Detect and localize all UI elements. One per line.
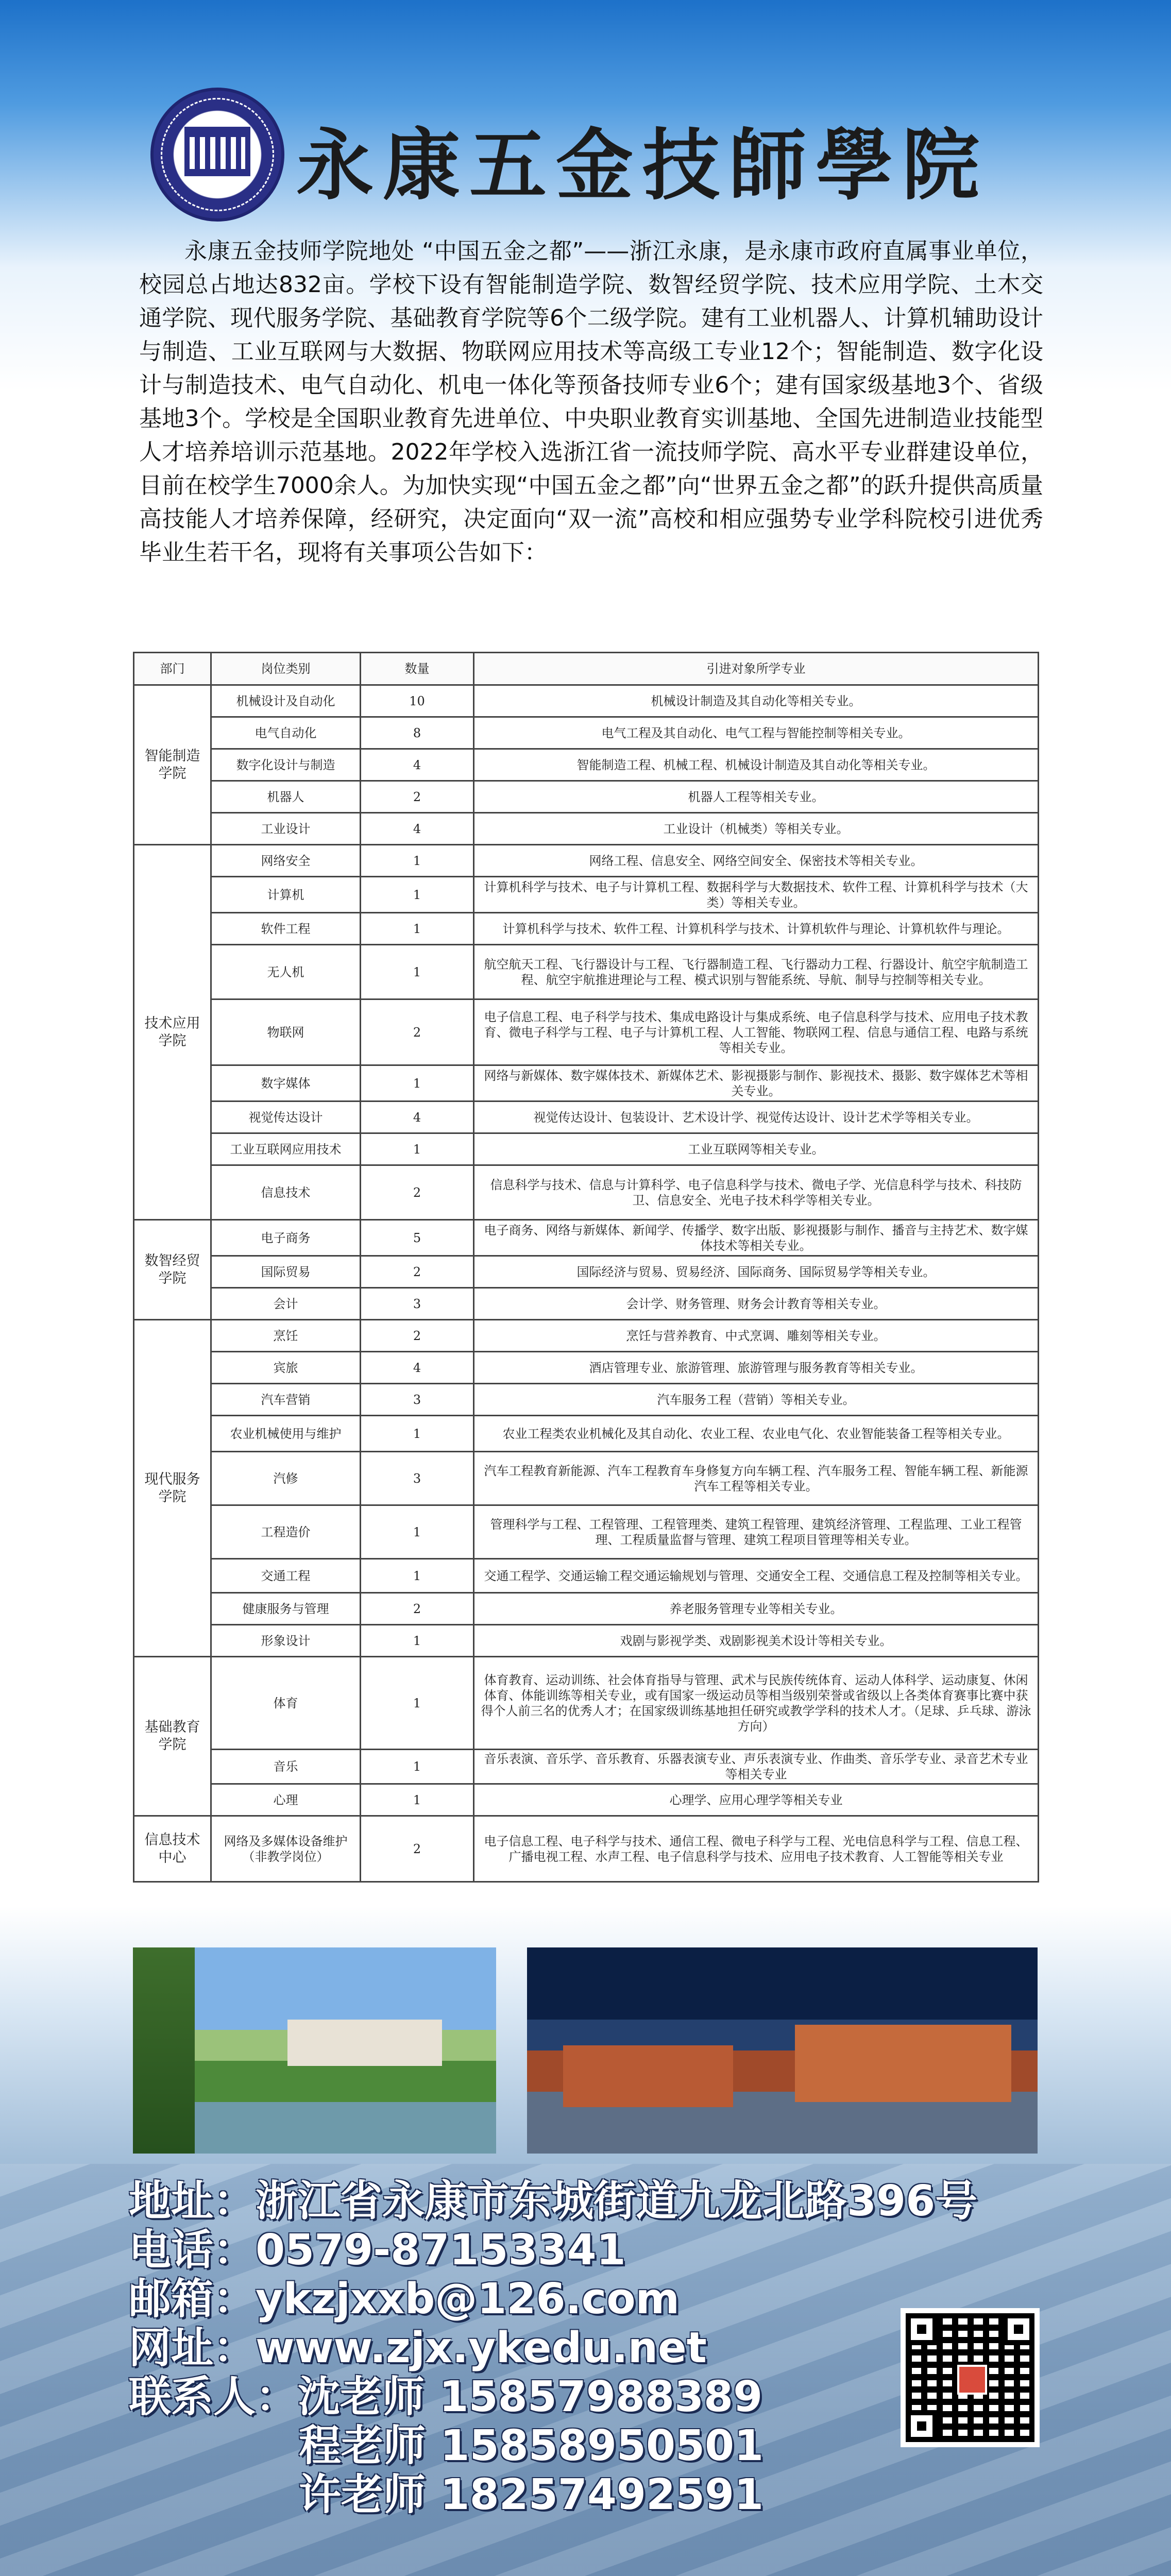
table-row [134, 1288, 1039, 1320]
count-cell: 2 [361, 1593, 474, 1625]
dept-cell: 信息技术中心 [134, 1816, 211, 1882]
post-cell: 烹饪 [211, 1320, 361, 1352]
spec-cell: 智能制造工程、机械工程、机械设计制造及其自动化等相关专业。 [474, 749, 1039, 781]
qr-corner-tr [1003, 2313, 1034, 2345]
table-row [134, 877, 1039, 913]
spec-cell: 体育教育、运动训练、社会体育指导与管理、武术与民族传统体育、运动人体科学、运动康复、休闲体育、体能训练等相关专业，或有国家一级运动员等相当级别荣誉或省级以上各类体育赛事比赛中获得个人前三名的优秀人才；在国家级训练基地担任研究或教学学科的技术人才。（足球、乒乓球、游泳方向） [474, 1657, 1039, 1750]
table-row [134, 1165, 1039, 1220]
intro-paragraph [139, 234, 1043, 569]
post-cell: 网络安全 [211, 845, 361, 877]
dept-cell: 数智经贸学院 [134, 1220, 211, 1320]
count-cell: 4 [361, 1352, 474, 1384]
post-cell: 会计 [211, 1288, 361, 1320]
count-cell: 2 [361, 1816, 474, 1882]
spec-cell: 音乐表演、音乐学、音乐教育、乐器表演专业、声乐表演专业、作曲类、音乐学专业、录音艺术专业等相关专业 [474, 1750, 1039, 1784]
count-cell: 1 [361, 1784, 474, 1816]
table-row [134, 749, 1039, 781]
spec-cell: 烹饪与营养教育、中式烹调、雕刻等相关专业。 [474, 1320, 1039, 1352]
header [0, 0, 1171, 211]
spec-cell: 农业工程类农业机械化及其自动化、农业工程、农业电气化、农业智能装备工程等相关专业。 [474, 1416, 1039, 1452]
count-cell: 1 [361, 1065, 474, 1101]
table-row [134, 999, 1039, 1065]
campus-photos [133, 1947, 1038, 2154]
count-cell: 1 [361, 845, 474, 877]
table-row [134, 1625, 1039, 1657]
count-cell: 1 [361, 1133, 474, 1165]
table-row [134, 1816, 1039, 1882]
contact-address: 地址：浙江省永康市东城街道九龙北路396号 [129, 2177, 978, 2226]
count-cell: 1 [361, 1505, 474, 1559]
post-cell: 物联网 [211, 999, 361, 1065]
post-cell: 汽修 [211, 1452, 361, 1505]
contact-website: 网址：www.zjx.ykedu.net [129, 2324, 707, 2372]
spec-cell: 汽车工程教育新能源、汽车工程教育车身修复方向车辆工程、汽车服务工程、智能车辆工程、新能源汽车工程等相关专业。 [474, 1452, 1039, 1505]
count-cell: 1 [361, 1625, 474, 1657]
table-row [134, 685, 1039, 717]
post-cell: 电子商务 [211, 1220, 361, 1256]
spec-cell: 工业设计（机械类）等相关专业。 [474, 813, 1039, 845]
post-cell: 视觉传达设计 [211, 1101, 361, 1133]
header-count: 数量 [361, 653, 474, 685]
table-row [134, 1559, 1039, 1593]
table-row [134, 813, 1039, 845]
school-logo [150, 88, 284, 222]
count-cell: 2 [361, 1165, 474, 1220]
post-cell: 数字化设计与制造 [211, 749, 361, 781]
spec-cell: 心理学、应用心理学等相关专业 [474, 1784, 1039, 1816]
table-header-row [134, 653, 1039, 685]
table-row [134, 1256, 1039, 1288]
count-cell: 1 [361, 913, 474, 945]
spec-cell: 养老服务管理专业等相关专业。 [474, 1593, 1039, 1625]
post-cell: 形象设计 [211, 1625, 361, 1657]
dept-cell: 智能制造学院 [134, 685, 211, 845]
school-name: 永康五金技師學院 [296, 120, 989, 211]
table-row [134, 1320, 1039, 1352]
post-cell: 体育 [211, 1657, 361, 1750]
spec-cell: 电子商务、网络与新媒体、新闻学、传播学、数字出版、影视摄影与制作、播音与主持艺术、数字媒体技术等相关专业。 [474, 1220, 1039, 1256]
table-row [134, 845, 1039, 877]
count-cell: 5 [361, 1220, 474, 1256]
spec-cell: 会计学、财务管理、财务会计教育等相关专业。 [474, 1288, 1039, 1320]
table-row [134, 1657, 1039, 1750]
qr-code [901, 2308, 1040, 2447]
spec-cell: 管理科学与工程、工程管理、工程管理类、建筑工程管理、建筑经济管理、工程监理、工业工程管理、工程质量监督与管理、建筑工程项目管理等相关专业。 [474, 1505, 1039, 1559]
table-row [134, 1784, 1039, 1816]
contact-person-2: 程老师 15858950501 [299, 2421, 764, 2470]
qr-logo-icon [957, 2365, 987, 2395]
table-row [134, 1593, 1039, 1625]
spec-cell: 机械设计制造及其自动化等相关专业。 [474, 685, 1039, 717]
table-row [134, 1220, 1039, 1256]
count-cell: 2 [361, 1320, 474, 1352]
contact-phone: 电话：0579-87153341 [129, 2226, 626, 2275]
post-cell: 工业互联网应用技术 [211, 1133, 361, 1165]
header-spec: 引进对象所学专业 [474, 653, 1039, 685]
post-cell: 工程造价 [211, 1505, 361, 1559]
table-row [134, 1065, 1039, 1101]
spec-cell: 机器人工程等相关专业。 [474, 781, 1039, 813]
contact-info [129, 2177, 978, 2519]
count-cell: 1 [361, 1750, 474, 1784]
post-cell: 无人机 [211, 945, 361, 999]
post-cell: 软件工程 [211, 913, 361, 945]
table-row [134, 1505, 1039, 1559]
header-dept: 部门 [134, 653, 211, 685]
spec-cell: 电子信息工程、电子科学与技术、集成电路设计与集成系统、电子信息科学与技术、应用电子技术教育、微电子科学与工程、电子与计算机工程、人工智能、物联网工程、信息与通信工程、电路与系统等相关专业。 [474, 999, 1039, 1065]
count-cell: 3 [361, 1452, 474, 1505]
campus-building-photo [527, 1947, 1038, 2154]
post-cell: 汽车营销 [211, 1384, 361, 1416]
count-cell: 3 [361, 1288, 474, 1320]
table-row [134, 717, 1039, 749]
spec-cell: 航空航天工程、飞行器设计与工程、飞行器制造工程、飞行器动力工程、行器设计、航空宇航制造工程、航空宇航推进理论与工程、模式识别与智能系统、导航、制导与控制等相关专业。 [474, 945, 1039, 999]
count-cell: 4 [361, 1101, 474, 1133]
recruitment-table [133, 652, 1039, 1883]
table-row [134, 1133, 1039, 1165]
table-row [134, 1101, 1039, 1133]
post-cell: 宾旅 [211, 1352, 361, 1384]
spec-cell: 电气工程及其自动化、电气工程与智能控制等相关专业。 [474, 717, 1039, 749]
count-cell: 2 [361, 1256, 474, 1288]
post-cell: 数字媒体 [211, 1065, 361, 1101]
contact-person-3: 许老师 18257492591 [299, 2470, 764, 2519]
table-row [134, 913, 1039, 945]
spec-cell: 工业互联网等相关专业。 [474, 1133, 1039, 1165]
spec-cell: 计算机科学与技术、软件工程、计算机科学与技术、计算机软件与理论、计算机软件与理论。 [474, 913, 1039, 945]
spec-cell: 国际经济与贸易、贸易经济、国际商务、国际贸易学等相关专业。 [474, 1256, 1039, 1288]
post-cell: 计算机 [211, 877, 361, 913]
qr-corner-tl [906, 2313, 938, 2345]
contact-person-1: 联系人：沈老师 15857988389 [129, 2372, 763, 2421]
spec-cell: 电子信息工程、电子科学与技术、通信工程、微电子科学与工程、光电信息科学与工程、信息工程、广播电视工程、水声工程、电子信息科学与技术、应用电子技术教育、人工智能等相关专业 [474, 1816, 1039, 1882]
count-cell: 10 [361, 685, 474, 717]
table-row [134, 945, 1039, 999]
count-cell: 8 [361, 717, 474, 749]
campus-lake-photo [133, 1947, 496, 2154]
table-row [134, 781, 1039, 813]
count-cell: 4 [361, 749, 474, 781]
count-cell: 1 [361, 1657, 474, 1750]
header-post: 岗位类别 [211, 653, 361, 685]
table-row [134, 1384, 1039, 1416]
spec-cell: 计算机科学与技术、电子与计算机工程、数据科学与大数据技术、软件工程、计算机科学与技术（大类）等相关专业。 [474, 877, 1039, 913]
post-cell: 机械设计及自动化 [211, 685, 361, 717]
table-row [134, 1452, 1039, 1505]
post-cell: 信息技术 [211, 1165, 361, 1220]
spec-cell: 交通工程学、交通运输工程交通运输规划与管理、交通安全工程、交通信息工程及控制等相关专业。 [474, 1559, 1039, 1593]
post-cell: 电气自动化 [211, 717, 361, 749]
count-cell: 1 [361, 1559, 474, 1593]
table-body [134, 685, 1039, 1882]
spec-cell: 戏剧与影视学类、戏剧影视美术设计等相关专业。 [474, 1625, 1039, 1657]
count-cell: 1 [361, 877, 474, 913]
table-row [134, 1750, 1039, 1784]
post-cell: 国际贸易 [211, 1256, 361, 1288]
count-cell: 1 [361, 1416, 474, 1452]
spec-cell: 网络工程、信息安全、网络空间安全、保密技术等相关专业。 [474, 845, 1039, 877]
dept-cell: 现代服务学院 [134, 1320, 211, 1657]
logo-building-icon [184, 127, 250, 176]
count-cell: 4 [361, 813, 474, 845]
count-cell: 2 [361, 781, 474, 813]
post-cell: 音乐 [211, 1750, 361, 1784]
post-cell: 工业设计 [211, 813, 361, 845]
post-cell: 农业机械使用与维护 [211, 1416, 361, 1452]
contact-email: 邮箱：ykzjxxb@126.com [129, 2275, 680, 2324]
qr-corner-bl [906, 2410, 938, 2442]
spec-cell: 信息科学与技术、信息与计算科学、电子信息科学与技术、微电子学、光信息科学与技术、科技防卫、信息安全、光电子技术科学等相关专业。 [474, 1165, 1039, 1220]
intro-text: 永康五金技师学院地处 “中国五金之都”——浙江永康，是永康市政府直属事业单位，校园总占地达832亩。学校下设有智能制造学院、数智经贸学院、技术应用学院、土木交通学院、现代服务学院、基础教育学院等6个二级学院。建有工业机器人、计算机辅助设计与制造、工业互联网与大数据、物联网应用技术等高级工专业12个；智能制造、数字化设计与制造技术、电气自动化、机电一体化等预备技师专业6个；建有国家级基地3个、省级基地3个。学校是全国职业教育先进单位、中央职业教育实训基地、全国先进制造业技能型人才培养培训示范基地。2022年学校入选浙江省一流技师学院、高水平专业群建设单位，目前在校学生7000余人。为加快实现“中国五金之都”向“世界五金之都”的跃升提供高质量高技能人才培养保障，经研究，决定面向“双一流”高校和相应强势专业学科院校引进优秀毕业生若干名，现将有关事项公告如下： [139, 238, 1043, 566]
count-cell: 3 [361, 1384, 474, 1416]
post-cell: 机器人 [211, 781, 361, 813]
table-row [134, 1416, 1039, 1452]
post-cell: 健康服务与管理 [211, 1593, 361, 1625]
post-cell: 网络及多媒体设备维护（非教学岗位） [211, 1816, 361, 1882]
count-cell: 1 [361, 945, 474, 999]
recruitment-table-wrap [133, 652, 1038, 1883]
count-cell: 2 [361, 999, 474, 1065]
spec-cell: 汽车服务工程（营销）等相关专业。 [474, 1384, 1039, 1416]
post-cell: 心理 [211, 1784, 361, 1816]
post-cell: 交通工程 [211, 1559, 361, 1593]
spec-cell: 酒店管理专业、旅游管理、旅游管理与服务教育等相关专业。 [474, 1352, 1039, 1384]
spec-cell: 网络与新媒体、数字媒体技术、新媒体艺术、影视摄影与制作、影视技术、摄影、数字媒体艺术等相关专业。 [474, 1065, 1039, 1101]
spec-cell: 视觉传达设计、包装设计、艺术设计学、视觉传达设计、设计艺术学等相关专业。 [474, 1101, 1039, 1133]
dept-cell: 基础教育学院 [134, 1657, 211, 1816]
table-row [134, 1352, 1039, 1384]
dept-cell: 技术应用学院 [134, 845, 211, 1220]
